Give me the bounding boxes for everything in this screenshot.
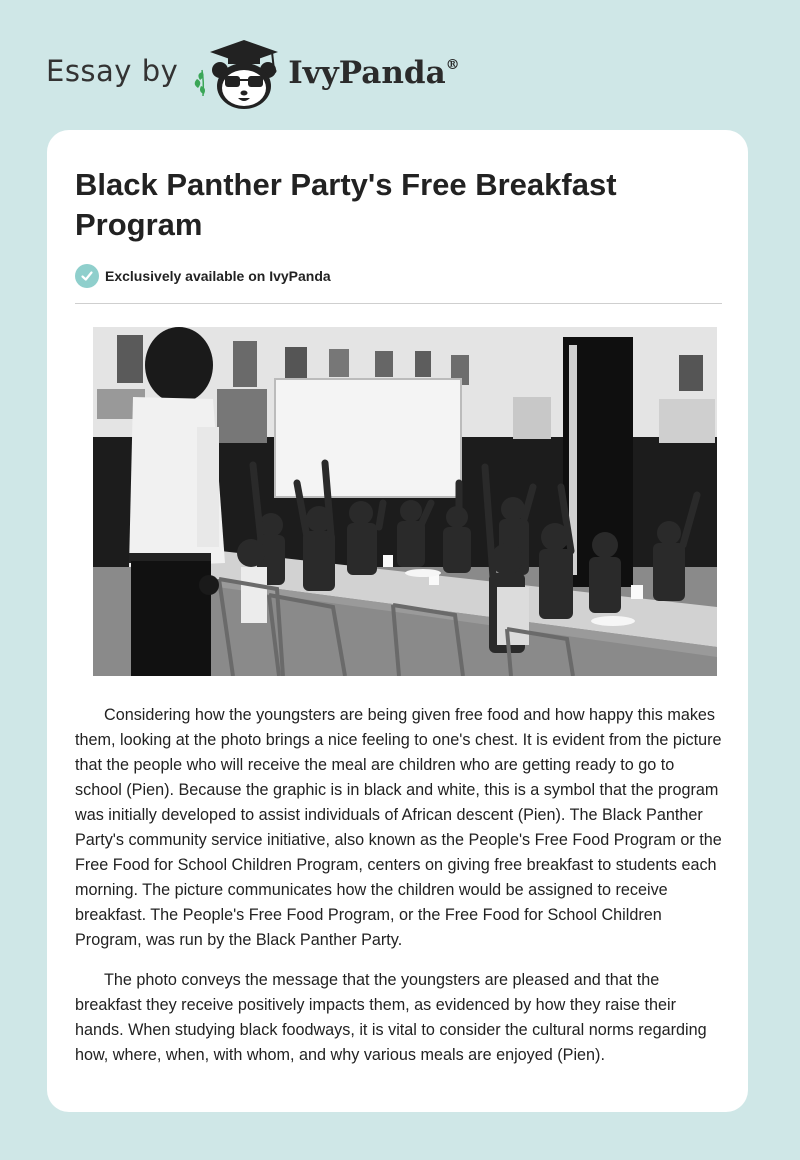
checkmark-icon [75, 264, 99, 288]
essay-body [75, 703, 725, 1083]
title-divider [75, 303, 722, 304]
paragraph-1: Considering how the youngsters are being given free food and how happy this makes them, looking at the photo brings a nice feeling to one's chest. It is evident from the picture that the people who will receive the meal are children who are getting ready to go to school (Pien). Because the graphic is in black and white, this is a symbol that the program was initially developed to assist individuals of African descent (Pien). The Black Panther Party's community service initiative, also known as the People's Free Food Program or the Free Food for School Children Program, centers on giving free breakfast to students each morning. The picture communicates how the children would be assigned to receive breakfast. The People's Free Food Program, or the Free Food for School Children Program, was run by the Black Panther Party. [75, 706, 722, 949]
registered-mark: ® [445, 57, 460, 73]
essay-by-label: Essay by [46, 54, 179, 88]
badge-label: Exclusively available on IvyPanda [105, 268, 331, 284]
paragraph-2: The photo conveys the message that the youngsters are pleased and that the breakfast they receive positively impacts them, as evidenced by how they raise their hands. When studying black foodways, it is vital to consider the cultural norms regarding how, where, when, with whom, and why various meals are enjoyed (Pien). [75, 971, 707, 1064]
site-header [46, 36, 460, 112]
page-title: Black Panther Party's Free Breakfast Program [75, 167, 617, 242]
brand-name[interactable]: IvyPanda® [288, 55, 460, 91]
essay-card [47, 130, 748, 1112]
breakfast-program-photo [93, 327, 717, 676]
ivypanda-logo-icon[interactable] [192, 36, 284, 112]
exclusive-badge [75, 264, 331, 288]
